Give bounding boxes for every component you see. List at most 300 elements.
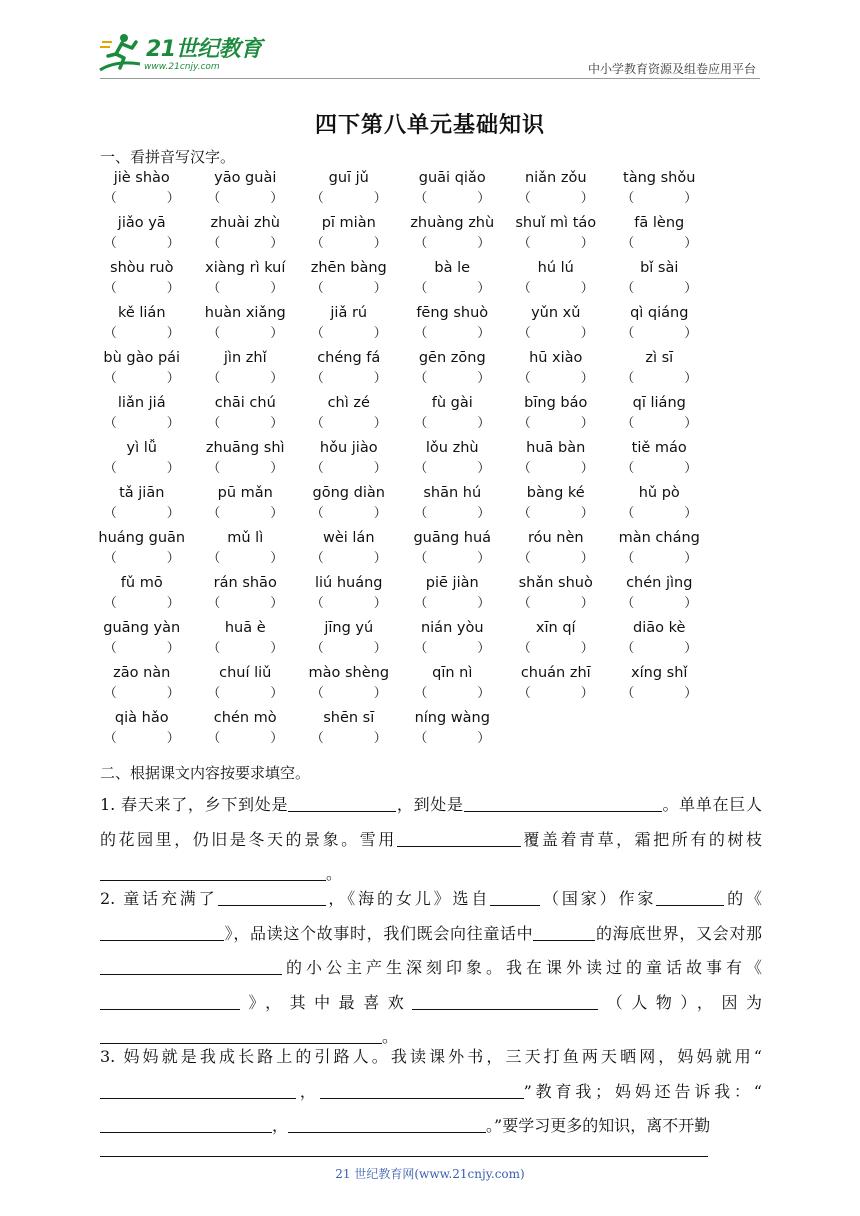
answer-box[interactable] — [401, 413, 505, 435]
answer-box[interactable] — [608, 233, 712, 255]
q2-text: 的海底世界，又会对那 — [595, 923, 762, 943]
pinyin-text: piē jiàn — [425, 575, 479, 591]
pinyin-row — [90, 303, 750, 348]
answer-box[interactable] — [90, 728, 194, 750]
pinyin-cell — [608, 573, 712, 618]
pinyin-text: huā è — [224, 620, 266, 636]
pinyin-text: chén jìng — [626, 575, 693, 591]
paren-close: ） — [166, 326, 180, 341]
pinyin-row — [90, 528, 750, 573]
pinyin-cell — [608, 213, 712, 258]
pinyin-text: pī miàn — [321, 215, 376, 231]
question-2 — [100, 882, 762, 1055]
answer-box[interactable] — [401, 638, 505, 660]
blank[interactable] — [100, 922, 224, 941]
answer-box[interactable] — [297, 323, 401, 345]
answer-box[interactable] — [194, 683, 298, 705]
answer-box[interactable] — [504, 683, 608, 705]
pinyin-cell — [608, 168, 712, 213]
answer-box[interactable] — [504, 638, 608, 660]
answer-box[interactable] — [608, 278, 712, 300]
q1-text: 。单单在巨人的花园里，仍旧是冬天的景象。雪用 — [100, 795, 762, 849]
paren-close: ） — [270, 731, 284, 746]
footer-divider — [100, 1156, 708, 1157]
pinyin-cell — [194, 573, 298, 618]
pinyin-text: bīng báo — [524, 395, 588, 411]
pinyin-row — [90, 663, 750, 708]
paren-close: ） — [684, 686, 698, 701]
blank[interactable] — [533, 922, 595, 941]
pinyin-cell — [297, 573, 401, 618]
pinyin-text: guāng yàn — [103, 620, 181, 636]
q1-text: 1. 春天来了，乡下到处是 — [100, 795, 289, 814]
answer-box[interactable] — [90, 323, 194, 345]
paren-close: ） — [373, 236, 387, 251]
answer-box[interactable] — [297, 593, 401, 615]
paren-open: （ — [414, 326, 428, 341]
pinyin-row — [90, 438, 750, 483]
pinyin-text: lǒu zhù — [425, 440, 479, 456]
blank[interactable] — [100, 862, 326, 881]
pinyin-cell — [90, 258, 194, 303]
q2-text: 》，品读这个故事时，我们既会向往童话中 — [224, 923, 534, 943]
blank[interactable] — [100, 1114, 272, 1133]
pinyin-text: chéng fá — [317, 350, 381, 366]
pinyin-cell — [608, 258, 712, 303]
paren-close: ） — [580, 416, 594, 431]
pinyin-cell — [401, 213, 505, 258]
pinyin-text: róu nèn — [527, 530, 584, 546]
pinyin-row — [90, 348, 750, 393]
q2-text: 的《 — [724, 889, 762, 908]
answer-box[interactable] — [608, 593, 712, 615]
pinyin-text: tiě máo — [631, 440, 687, 456]
paren-close: ） — [373, 641, 387, 656]
pinyin-text: huáng guān — [98, 530, 186, 546]
answer-box[interactable] — [297, 548, 401, 570]
pinyin-row — [90, 168, 750, 213]
answer-box[interactable] — [90, 233, 194, 255]
q3-text: ， — [272, 1116, 289, 1135]
paren-open: （ — [621, 686, 635, 701]
paren-open: （ — [621, 461, 635, 476]
pinyin-text: gēn zōng — [418, 350, 486, 366]
paren-close: ） — [684, 641, 698, 656]
pinyin-text: zhuài zhù — [210, 215, 280, 231]
paren-close: ） — [270, 641, 284, 656]
paren-open: （ — [103, 371, 117, 386]
pinyin-cell — [90, 573, 194, 618]
paren-close: ） — [270, 236, 284, 251]
paren-close: ） — [477, 641, 491, 656]
answer-box[interactable] — [401, 503, 505, 525]
pinyin-cell — [297, 348, 401, 393]
paren-open: （ — [103, 596, 117, 611]
pinyin-text: qià hǎo — [114, 710, 169, 726]
answer-box[interactable] — [401, 548, 505, 570]
answer-box[interactable] — [297, 188, 401, 210]
answer-box[interactable] — [608, 503, 712, 525]
pinyin-cell — [401, 663, 505, 708]
pinyin-cell — [504, 573, 608, 618]
answer-box[interactable] — [401, 728, 505, 750]
answer-box[interactable] — [504, 323, 608, 345]
pinyin-cell — [504, 303, 608, 348]
paren-close: ） — [166, 236, 180, 251]
paren-close: ） — [580, 326, 594, 341]
paren-close: ） — [373, 461, 387, 476]
paren-close: ） — [684, 191, 698, 206]
answer-box[interactable] — [504, 503, 608, 525]
pinyin-text: màn cháng — [618, 530, 700, 546]
answer-box[interactable] — [90, 548, 194, 570]
paren-close: ） — [373, 731, 387, 746]
pinyin-text: hú lú — [537, 260, 574, 276]
answer-box[interactable] — [194, 323, 298, 345]
pinyin-cell — [297, 393, 401, 438]
pinyin-cell — [504, 168, 608, 213]
pinyin-cell — [90, 168, 194, 213]
paren-close: ） — [580, 686, 594, 701]
answer-box[interactable] — [504, 548, 608, 570]
answer-box[interactable] — [194, 233, 298, 255]
pinyin-cell — [194, 303, 298, 348]
pinyin-cell — [504, 258, 608, 303]
pinyin-text: diāo kè — [633, 620, 686, 636]
pinyin-cell — [194, 483, 298, 528]
answer-box[interactable] — [194, 593, 298, 615]
answer-box[interactable] — [90, 413, 194, 435]
pinyin-text: huàn xiǎng — [204, 305, 286, 321]
paren-open: （ — [414, 731, 428, 746]
blank[interactable] — [218, 887, 326, 906]
paren-open: （ — [310, 551, 324, 566]
answer-box[interactable] — [194, 728, 298, 750]
pinyin-cell — [90, 393, 194, 438]
answer-box[interactable] — [608, 458, 712, 480]
pinyin-text: qīn nì — [432, 665, 473, 681]
pinyin-text: fù gài — [431, 395, 473, 411]
paren-open: （ — [103, 686, 117, 701]
pinyin-text: huā bàn — [526, 440, 586, 456]
pinyin-text: hū xiào — [529, 350, 583, 366]
answer-box[interactable] — [297, 638, 401, 660]
answer-box[interactable] — [90, 683, 194, 705]
blank[interactable] — [412, 991, 598, 1010]
paren-open: （ — [207, 506, 221, 521]
pinyin-text: shòu ruò — [110, 260, 174, 276]
paren-close: ） — [373, 326, 387, 341]
blank[interactable] — [288, 1114, 486, 1133]
blank[interactable] — [288, 793, 396, 812]
paren-open: （ — [414, 281, 428, 296]
answer-box[interactable] — [194, 413, 298, 435]
answer-box[interactable] — [194, 278, 298, 300]
paren-close: ） — [166, 416, 180, 431]
header-divider — [100, 78, 760, 79]
pinyin-cell — [297, 663, 401, 708]
pinyin-text: bǐ sài — [640, 260, 679, 276]
answer-box[interactable] — [608, 413, 712, 435]
pinyin-row — [90, 618, 750, 663]
paren-close: ） — [166, 371, 180, 386]
answer-box[interactable] — [504, 188, 608, 210]
answer-box[interactable] — [504, 368, 608, 390]
answer-box[interactable] — [401, 458, 505, 480]
blank[interactable] — [464, 793, 662, 812]
paren-close: ） — [166, 506, 180, 521]
answer-box[interactable] — [401, 233, 505, 255]
pinyin-cell — [504, 393, 608, 438]
paren-close: ） — [580, 191, 594, 206]
pinyin-text: pū mǎn — [217, 485, 273, 501]
blank[interactable] — [100, 991, 240, 1010]
pinyin-grid — [90, 168, 750, 753]
paren-close: ） — [270, 506, 284, 521]
pinyin-cell — [194, 258, 298, 303]
pinyin-text: nián yòu — [420, 620, 484, 636]
paren-open: （ — [207, 641, 221, 656]
page-title: 四下第八单元基础知识 — [314, 112, 545, 138]
pinyin-cell — [401, 708, 505, 753]
answer-box[interactable] — [504, 233, 608, 255]
paren-close: ） — [477, 686, 491, 701]
pinyin-text: guāi qiǎo — [418, 170, 486, 186]
pinyin-cell — [297, 168, 401, 213]
paren-close: ） — [477, 281, 491, 296]
paren-close: ） — [166, 281, 180, 296]
pinyin-cell — [194, 438, 298, 483]
answer-box[interactable] — [297, 233, 401, 255]
answer-box[interactable] — [297, 368, 401, 390]
logo-text: 21世纪教育 — [146, 37, 262, 62]
pinyin-cell — [90, 438, 194, 483]
answer-box[interactable] — [401, 323, 505, 345]
paren-close: ） — [270, 371, 284, 386]
logo-url: www.21cnjy.com — [144, 62, 220, 72]
paren-open: （ — [207, 461, 221, 476]
answer-box[interactable] — [608, 368, 712, 390]
paren-open: （ — [414, 596, 428, 611]
paren-open: （ — [310, 596, 324, 611]
pinyin-cell — [194, 168, 298, 213]
paren-close: ） — [477, 326, 491, 341]
pinyin-text: guī jǔ — [328, 170, 369, 186]
paren-open: （ — [517, 281, 531, 296]
paren-open: （ — [621, 326, 635, 341]
paren-close: ） — [166, 596, 180, 611]
answer-box[interactable] — [297, 458, 401, 480]
answer-box[interactable] — [504, 413, 608, 435]
pinyin-cell — [608, 393, 712, 438]
answer-box[interactable] — [504, 593, 608, 615]
paren-close: ） — [270, 596, 284, 611]
answer-box[interactable] — [297, 683, 401, 705]
answer-box[interactable] — [401, 683, 505, 705]
pinyin-text: mào shèng — [308, 665, 390, 681]
answer-box[interactable] — [401, 368, 505, 390]
q3-text: 。”要学习更多的知识，离不开勤 — [486, 1116, 711, 1135]
pinyin-text: shān hú — [423, 485, 482, 501]
answer-box[interactable] — [194, 458, 298, 480]
q2-text: 》，其中最喜欢 — [240, 992, 413, 1012]
paren-close: ） — [580, 236, 594, 251]
answer-box[interactable] — [90, 638, 194, 660]
pinyin-text: zhuàng zhù — [410, 215, 495, 231]
pinyin-text: bàng ké — [526, 485, 585, 501]
answer-box[interactable] — [608, 683, 712, 705]
answer-box[interactable] — [90, 188, 194, 210]
pinyin-text: xiàng rì kuí — [205, 260, 286, 276]
answer-box[interactable] — [297, 413, 401, 435]
pinyin-cell — [504, 483, 608, 528]
paren-close: ） — [166, 551, 180, 566]
q2-text: 。 — [382, 1027, 399, 1046]
answer-box[interactable] — [297, 728, 401, 750]
paren-open: （ — [103, 236, 117, 251]
paren-close: ） — [166, 461, 180, 476]
q2-text: 2. 童话充满了 — [100, 889, 218, 908]
pinyin-cell — [297, 708, 401, 753]
blank[interactable] — [100, 956, 282, 975]
paren-open: （ — [310, 416, 324, 431]
q3-text: ”教育我；妈妈还告诉我：“ — [523, 1081, 762, 1101]
pinyin-cell — [90, 348, 194, 393]
pinyin-cell — [401, 438, 505, 483]
paren-open: （ — [103, 416, 117, 431]
q3-text: ， — [296, 1081, 320, 1101]
paren-open: （ — [207, 236, 221, 251]
paren-open: （ — [414, 551, 428, 566]
pinyin-cell — [608, 348, 712, 393]
pinyin-text: xīn qí — [535, 620, 576, 636]
paren-close: ） — [580, 371, 594, 386]
pinyin-row — [90, 483, 750, 528]
pinyin-cell — [401, 483, 505, 528]
pinyin-cell — [401, 618, 505, 663]
q2-text: 的小公主产生深刻印象。我在课外读过的童话故事有《 — [282, 958, 762, 977]
paren-open: （ — [621, 506, 635, 521]
answer-box[interactable] — [608, 323, 712, 345]
pinyin-cell — [297, 528, 401, 573]
paren-open: （ — [517, 551, 531, 566]
paren-open: （ — [517, 596, 531, 611]
answer-box[interactable] — [90, 278, 194, 300]
blank[interactable] — [490, 887, 540, 906]
answer-box[interactable] — [504, 278, 608, 300]
pinyin-cell — [194, 708, 298, 753]
paren-close: ） — [477, 461, 491, 476]
answer-box[interactable] — [194, 548, 298, 570]
paren-close: ） — [684, 551, 698, 566]
paren-open: （ — [310, 191, 324, 206]
answer-box[interactable] — [194, 638, 298, 660]
paren-close: ） — [477, 416, 491, 431]
answer-box[interactable] — [90, 368, 194, 390]
paren-open: （ — [621, 596, 635, 611]
section-1-heading: 一、看拼音写汉字。 — [100, 148, 236, 166]
pinyin-cell — [608, 483, 712, 528]
blank[interactable] — [320, 1080, 524, 1099]
pinyin-text: zāo nàn — [113, 665, 171, 681]
paren-open: （ — [621, 641, 635, 656]
paren-open: （ — [310, 326, 324, 341]
pinyin-text: wèi lán — [322, 530, 375, 546]
answer-box[interactable] — [90, 593, 194, 615]
pinyin-text: qì qiáng — [630, 305, 689, 321]
blank[interactable] — [656, 887, 724, 906]
pinyin-text: chāi chú — [214, 395, 276, 411]
pinyin-text: qī liáng — [632, 395, 686, 411]
paren-close: ） — [477, 731, 491, 746]
pinyin-text: bà le — [434, 260, 471, 276]
answer-box[interactable] — [608, 188, 712, 210]
answer-box[interactable] — [608, 638, 712, 660]
paren-open: （ — [103, 461, 117, 476]
answer-box[interactable] — [401, 278, 505, 300]
paren-close: ） — [580, 551, 594, 566]
answer-box[interactable] — [504, 458, 608, 480]
pinyin-cell — [504, 213, 608, 258]
paren-open: （ — [414, 236, 428, 251]
answer-box[interactable] — [90, 458, 194, 480]
answer-box[interactable] — [194, 503, 298, 525]
paren-close: ） — [580, 641, 594, 656]
paren-close: ） — [373, 281, 387, 296]
paren-close: ） — [373, 551, 387, 566]
paren-close: ） — [166, 731, 180, 746]
answer-box[interactable] — [297, 503, 401, 525]
paren-open: （ — [207, 281, 221, 296]
pinyin-text: zhēn bàng — [310, 260, 387, 276]
pinyin-text: gōng diàn — [312, 485, 385, 501]
pinyin-cell — [90, 303, 194, 348]
pinyin-cell — [504, 528, 608, 573]
answer-box[interactable] — [194, 368, 298, 390]
pinyin-text: chén mò — [213, 710, 277, 726]
pinyin-text: hǔ pò — [638, 485, 680, 501]
answer-box[interactable] — [297, 278, 401, 300]
paren-close: ） — [580, 506, 594, 521]
pinyin-cell — [401, 258, 505, 303]
paren-open: （ — [103, 551, 117, 566]
paren-open: （ — [621, 416, 635, 431]
pinyin-cell — [297, 303, 401, 348]
answer-box[interactable] — [401, 188, 505, 210]
paren-open: （ — [517, 461, 531, 476]
paren-close: ） — [373, 506, 387, 521]
paren-open: （ — [414, 371, 428, 386]
paren-open: （ — [103, 641, 117, 656]
paren-close: ） — [373, 686, 387, 701]
blank[interactable] — [100, 1080, 296, 1099]
paren-close: ） — [684, 281, 698, 296]
paren-open: （ — [207, 371, 221, 386]
pinyin-row — [90, 213, 750, 258]
pinyin-cell — [608, 303, 712, 348]
answer-box[interactable] — [608, 548, 712, 570]
pinyin-cell — [297, 213, 401, 258]
answer-box[interactable] — [194, 188, 298, 210]
pinyin-cell — [194, 528, 298, 573]
answer-box[interactable] — [90, 503, 194, 525]
answer-box[interactable] — [401, 593, 505, 615]
paren-open: （ — [414, 506, 428, 521]
pinyin-text: shǎn shuò — [518, 575, 593, 591]
pinyin-cell — [297, 483, 401, 528]
pinyin-text: jīng yú — [324, 620, 374, 636]
blank[interactable] — [397, 828, 521, 847]
